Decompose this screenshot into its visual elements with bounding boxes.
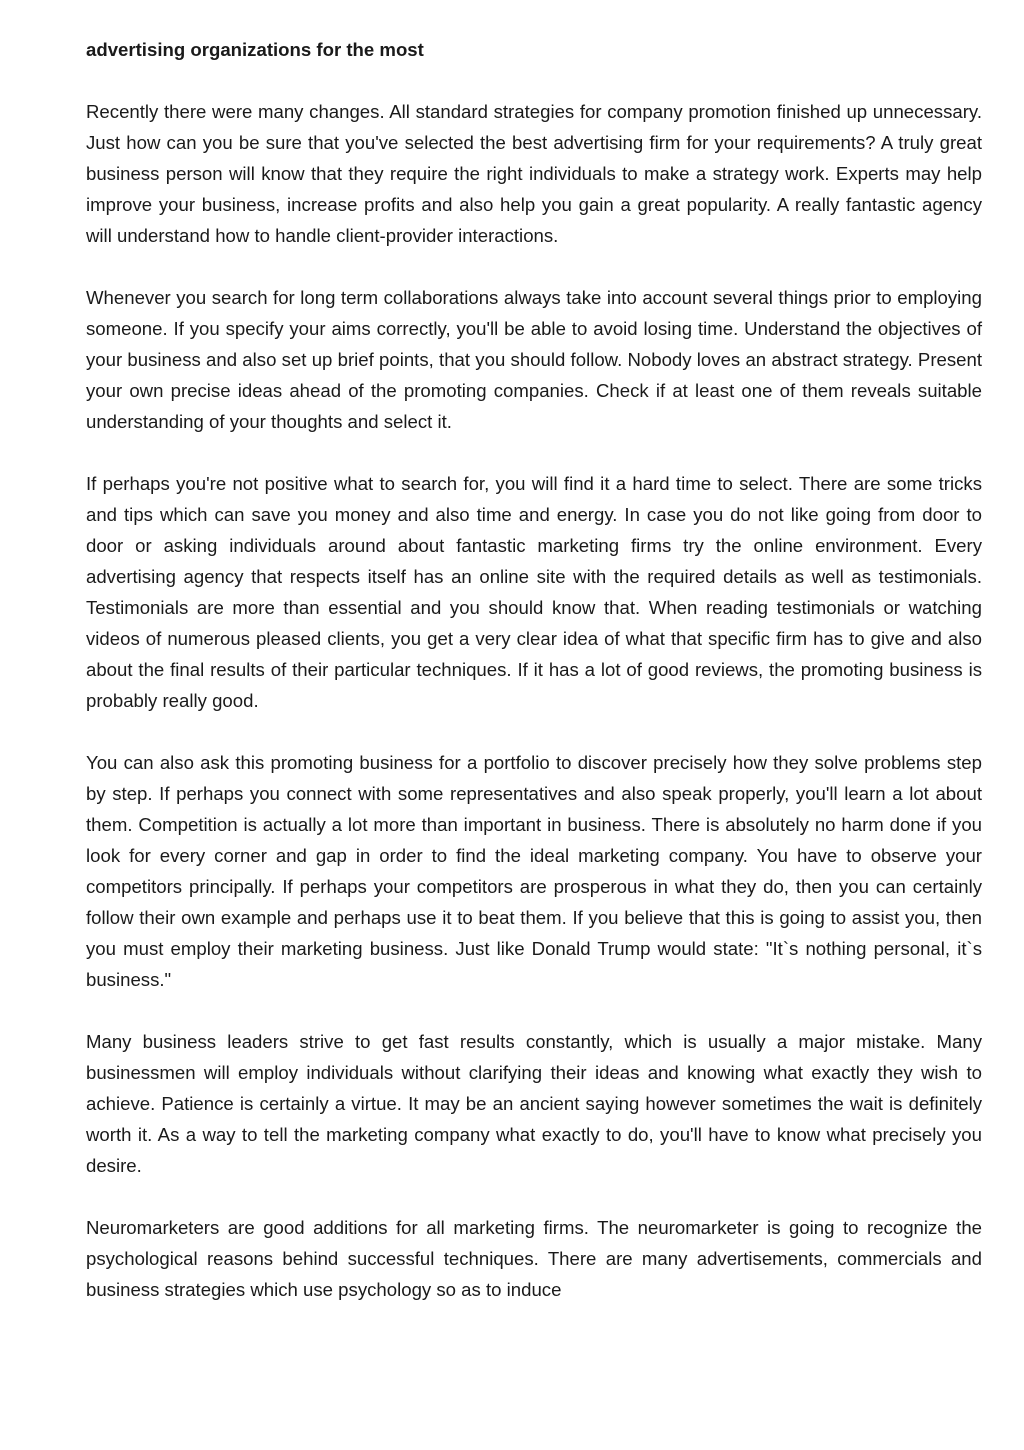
paragraph-4: You can also ask this promoting business for a portfolio to discover precisely how they solve problems step by step. If perhaps you connect with some representatives and also speak properly, you'll learn a lot about them. Competition is actually a lot more than important in business. There is absolutely no harm done if you look for every corner and gap in order to find the ideal marketing company. You have to observe your competitors principally. If perhaps your competitors are prosperous in what they do, then you can certainly follow their own example and perhaps use it to beat them. If you believe that this is going to assist you, then you must employ their marketing business. Just like Donald Trump would state: "It`s nothing personal, it`s business."	[86, 752, 982, 990]
paragraph-5: Many business leaders strive to get fast results constantly, which is usually a major mistake. Many businessmen will employ individuals without clarifying their ideas and knowing what exactly they wish to achieve. Patience is certainly a virtue. It may be an ancient saying however sometimes the wait is definitely worth it. As a way to tell the marketing company what exactly to do, you'll have to know what precisely you desire.	[86, 1031, 982, 1176]
paragraph-1: Recently there were many changes. All standard strategies for company promotion finished up unnecessary. Just how can you be sure that you've selected the best advertising firm for your requirements? A truly great business person will know that they require the right individuals to make a strategy work. Experts may help improve your business, increase profits and also help you gain a great popularity. A really fantastic agency will understand how to handle client-provider interactions.	[86, 101, 982, 246]
paragraph-3: If perhaps you're not positive what to search for, you will find it a hard time to select. There are some tricks and tips which can save you money and also time and energy. In case you do not like going from door to door or asking individuals around about fantastic marketing firms try the online environment. Every advertising agency that respects itself has an online site with the required details as well as testimonials. Testimonials are more than essential and you should know that. When reading testimonials or watching videos of numerous pleased clients, you get a very clear idea of what that specific firm has to give and also about the final results of their particular techniques. If it has a lot of good reviews, the promoting business is probably really good.	[86, 473, 982, 711]
document-title: advertising organizations for the most	[86, 39, 424, 60]
paragraph-2: Whenever you search for long term collaborations always take into account several things prior to employing someone. If you specify your aims correctly, you'll be able to avoid losing time. Understand the objectives of your business and also set up brief points, that you should follow. Nobody loves an abstract strategy. Present your own precise ideas ahead of the promoting companies. Check if at least one of them reveals suitable understanding of your thoughts and select it.	[86, 287, 982, 432]
paragraph-6: Neuromarketers are good additions for all marketing firms. The neuromarketer is going to recognize the psychological reasons behind successful techniques. There are many advertisements, commercials and business strategies which use psychology so as to induce	[86, 1217, 982, 1300]
document-page	[86, 34, 982, 1305]
